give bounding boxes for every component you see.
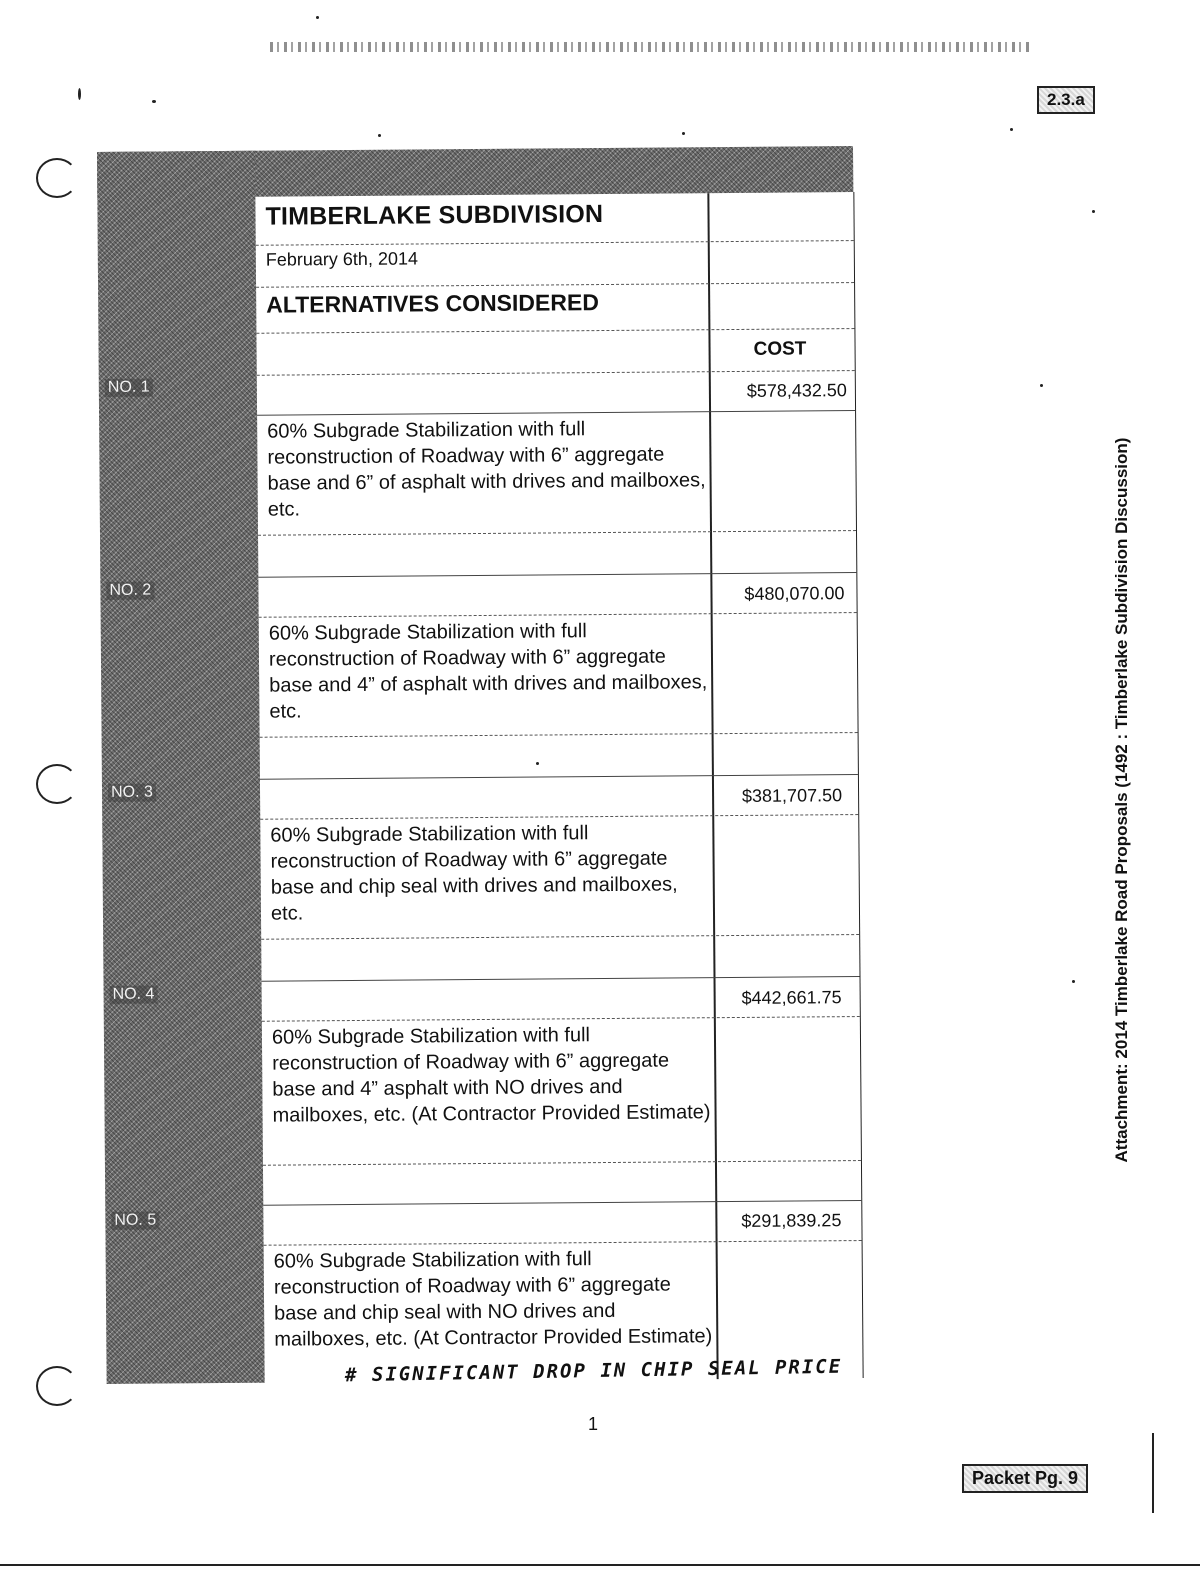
page-number: 1 [588, 1414, 599, 1434]
row-line [257, 410, 855, 416]
table-grid [255, 192, 863, 1383]
handwritten-note: # SIGNIFICANT DROP IN CHIP SEAL PRICE [344, 1355, 843, 1387]
row-line [257, 370, 855, 376]
alternative-cost: $291,839.25 [741, 1210, 842, 1231]
alternative-label: NO. 5 [111, 1212, 159, 1230]
alternative-label: NO. 2 [106, 582, 154, 600]
row-line [262, 1016, 860, 1022]
alternative-description: 60% Subgrade Stabilization with full reconstruction of Roadway with 6” aggregate base and 4” of asphalt with drives and mailboxes, etc. [268, 620, 708, 723]
shaded-label-column [97, 151, 265, 1384]
alternative-description: 60% Subgrade Stabilization with full reconstruction of Roadway with 6” aggregate base and chip seal with NO drives and mailboxes, etc. (At Contractor Provided Estimate) [273, 1248, 713, 1351]
row-line [259, 612, 857, 618]
scan-speck [682, 132, 685, 135]
alternative-cost: $381,707.50 [741, 785, 843, 806]
alternatives-table [97, 146, 863, 1384]
row-line [258, 572, 856, 578]
scan-speck [78, 88, 81, 100]
alternative-description: 60% Subgrade Stabilization with full reconstruction of Roadway with 6” aggregate base and 6” of asphalt with drives and mailboxes, etc. [267, 418, 706, 521]
alternative-label: NO. 3 [108, 784, 156, 802]
alternative-label: NO. 4 [110, 986, 158, 1004]
scan-noise [270, 42, 1030, 52]
attachment-tag: 2.3.a [1037, 86, 1095, 114]
scan-speck [316, 16, 319, 19]
scan-speck [378, 134, 381, 137]
alternative-cost: $480,070.00 [744, 583, 845, 604]
alternative-cost: $442,661.75 [741, 987, 842, 1008]
packet-page-tag: Packet Pg. 9 [962, 1464, 1088, 1493]
attachment-side-note: Attachment: 2014 Timberlake Road Proposals (1492 : Timberlake Subdivision Discussion) [1112, 437, 1131, 1163]
alternative-description: 60% Subgrade Stabilization with full reconstruction of Roadway with 6” aggregate base and chip seal with drives and mailboxes, etc. [270, 822, 678, 925]
row-line [261, 934, 859, 940]
punch-hole [36, 158, 78, 198]
section-heading: ALTERNATIVES CONSIDERED [266, 289, 599, 318]
scan-edge-line [0, 1564, 1200, 1566]
margin-mark [1152, 1433, 1154, 1513]
cost-column-header: COST [753, 338, 807, 360]
row-line [256, 282, 854, 288]
alternative-description: 60% Subgrade Stabilization with full reconstruction of Roadway with 6” aggregate base and 4” asphalt with NO drives and mailboxes, etc. (At Contractor Provided Estimate) [271, 1024, 711, 1127]
punch-hole [36, 1366, 78, 1406]
scan-speck [1092, 210, 1095, 213]
row-line [263, 1160, 861, 1166]
row-line [260, 814, 858, 820]
row-line [260, 732, 858, 738]
punch-hole [36, 764, 78, 804]
row-line [263, 1200, 861, 1206]
document-title: TIMBERLAKE SUBDIVISION [265, 200, 604, 231]
row-line [262, 976, 860, 982]
row-line [256, 240, 854, 246]
row-line [260, 774, 858, 780]
document-date: February 6th, 2014 [265, 248, 419, 270]
scan-speck [1010, 128, 1013, 131]
alternative-label: NO. 1 [105, 379, 153, 397]
scan-speck [1040, 384, 1043, 387]
scan-speck [1072, 980, 1075, 983]
row-line [258, 530, 856, 536]
alternative-cost: $578,432.50 [746, 380, 847, 401]
row-line [256, 328, 854, 334]
scan-speck [152, 100, 156, 103]
row-line [264, 1240, 862, 1246]
